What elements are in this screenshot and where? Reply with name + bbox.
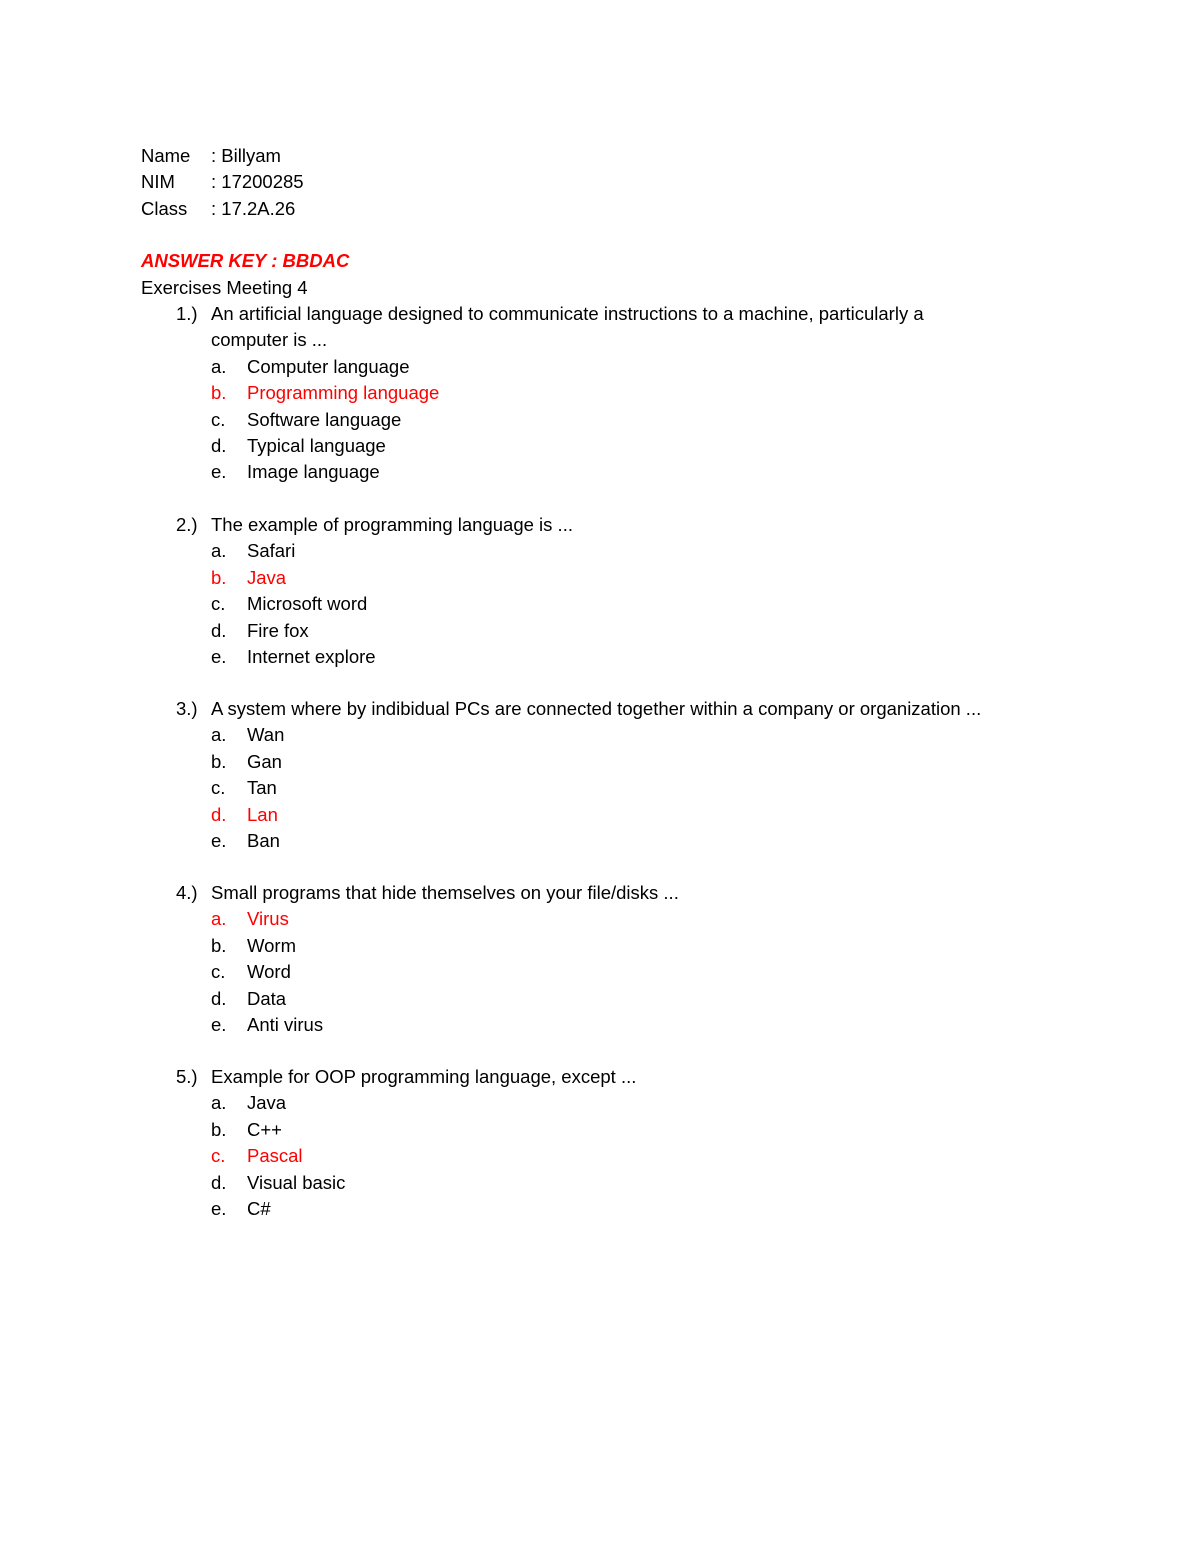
- option-letter: e.: [211, 830, 227, 851]
- option-letter: c.: [211, 593, 226, 615]
- option-text: C#: [247, 1198, 271, 1219]
- option-text: Java: [247, 1092, 287, 1114]
- question-text: An artificial language designed to communicate instructions to a machine, particularly a: [211, 303, 924, 324]
- option-letter: c.: [211, 777, 226, 799]
- option-letter: d.: [211, 1171, 227, 1193]
- class-value: : 17.2A.26: [211, 198, 296, 219]
- option-text: Software language: [247, 408, 402, 430]
- question-number: 4.): [176, 882, 198, 903]
- option-text: Anti virus: [247, 1014, 324, 1035]
- option-text: Fire fox: [247, 619, 309, 641]
- correct-option-letter: d.: [211, 803, 227, 825]
- option-letter: b.: [211, 934, 227, 956]
- option-letter: d.: [211, 619, 227, 641]
- option-text: Visual basic: [247, 1171, 346, 1193]
- option-text: Tan: [247, 777, 277, 799]
- option-letter: b.: [211, 1118, 227, 1140]
- section-title: Exercises Meeting 4: [141, 277, 308, 298]
- option-text: Safari: [247, 540, 296, 562]
- answer-key: ANSWER KEY : BBDAC: [141, 250, 350, 271]
- option-text: Typical language: [247, 435, 386, 456]
- option-text: Computer language: [247, 355, 410, 377]
- correct-option-text: Virus: [247, 908, 289, 930]
- option-letter: e.: [211, 1014, 227, 1035]
- correct-option-text: Programming language: [247, 382, 440, 404]
- option-text: Image language: [247, 461, 380, 483]
- option-letter: e.: [211, 646, 227, 667]
- correct-option-letter: b.: [211, 382, 227, 404]
- option-text: Microsoft word: [247, 593, 368, 615]
- option-text: Worm: [247, 934, 296, 956]
- question-text: A system where by indibidual PCs are connected together within a company or organization ...: [211, 698, 982, 719]
- option-letter: b.: [211, 750, 227, 772]
- nim-label: NIM: [141, 171, 175, 192]
- correct-option-letter: c.: [211, 1145, 226, 1167]
- option-letter: a.: [211, 1092, 227, 1114]
- question-number: 5.): [176, 1066, 198, 1087]
- question-text: computer is ...: [211, 329, 328, 351]
- correct-option-text: Java: [247, 566, 287, 588]
- option-text: Ban: [247, 830, 280, 851]
- question-text: Small programs that hide themselves on your file/disks ...: [211, 882, 679, 903]
- question-number: 3.): [176, 698, 198, 719]
- correct-option-text: Lan: [247, 803, 278, 825]
- correct-option-letter: a.: [211, 908, 227, 930]
- option-text: Gan: [247, 750, 282, 772]
- option-letter: a.: [211, 355, 227, 377]
- option-letter: d.: [211, 435, 227, 456]
- nim-value: : 17200285: [211, 171, 304, 192]
- correct-option-text: Pascal: [247, 1145, 303, 1167]
- option-letter: a.: [211, 540, 227, 562]
- correct-option-letter: b.: [211, 566, 227, 588]
- question-text: The example of programming language is ...: [211, 514, 573, 535]
- option-text: Internet explore: [247, 646, 376, 667]
- question-number: 1.): [176, 303, 198, 324]
- class-label: Class: [141, 198, 188, 219]
- option-letter: e.: [211, 1198, 227, 1219]
- option-letter: a.: [211, 724, 227, 746]
- name-value: : Billyam: [211, 145, 281, 166]
- option-letter: e.: [211, 461, 227, 483]
- question-number: 2.): [176, 514, 198, 535]
- question-text: Example for OOP programming language, except ...: [211, 1066, 637, 1087]
- option-text: Data: [247, 987, 287, 1009]
- option-letter: d.: [211, 987, 227, 1009]
- name-label: Name: [141, 145, 191, 166]
- option-letter: c.: [211, 408, 226, 430]
- option-text: C++: [247, 1118, 282, 1140]
- option-text: Word: [247, 961, 291, 983]
- option-text: Wan: [247, 724, 285, 746]
- option-letter: c.: [211, 961, 226, 983]
